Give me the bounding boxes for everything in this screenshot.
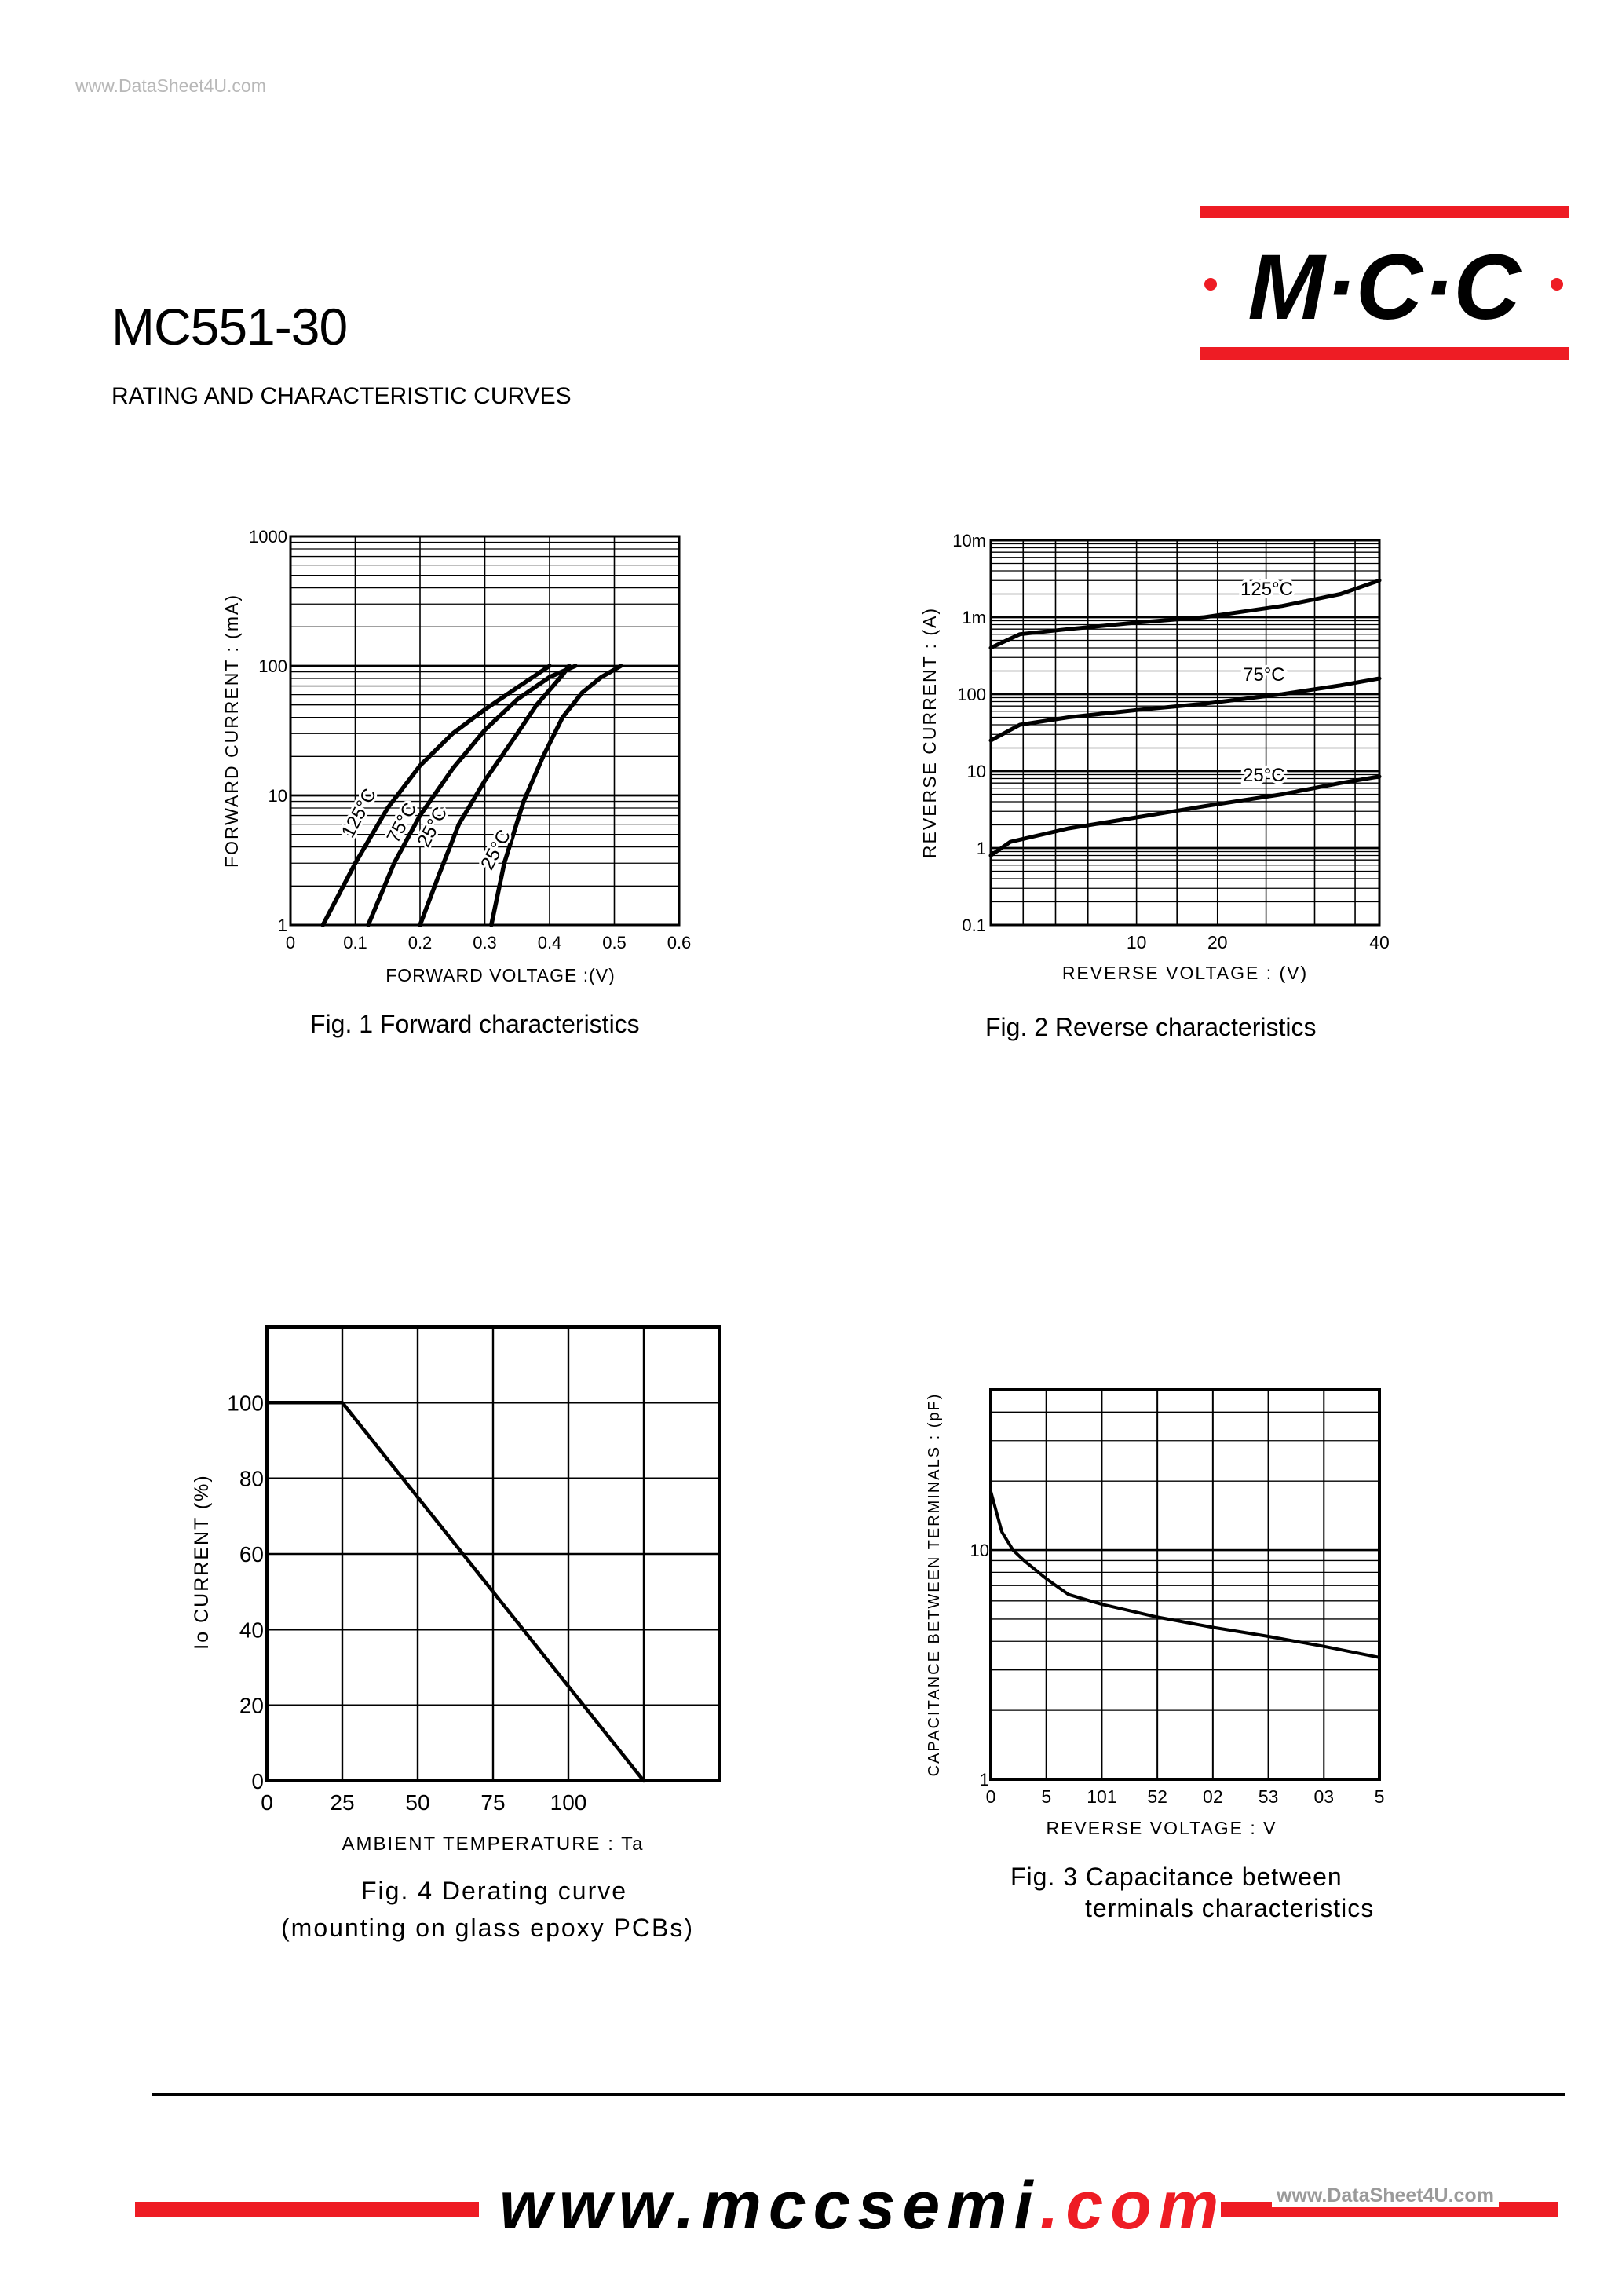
fig2-series-1-label: 75°C: [1243, 664, 1285, 686]
fig2-y-axis-label: REVERSE CURRENT : (A): [919, 606, 940, 859]
fig1-y-tick-label: 100: [258, 656, 287, 676]
fig3-y-tick-label: 1: [979, 1770, 989, 1790]
fig3-plot-frame: [991, 1390, 1379, 1779]
fig3-x-tick-label: 52: [1147, 1786, 1167, 1807]
fig2-caption: Fig. 2 Reverse characteristics: [985, 1013, 1317, 1041]
fig3-x-axis-label: REVERSE VOLTAGE : V: [1046, 1818, 1277, 1838]
footer-url-link[interactable]: [499, 2167, 1226, 2245]
fig1-x-tick-label: 0: [285, 933, 296, 952]
fig4-y-tick-label: 60: [239, 1542, 264, 1567]
fig1-caption: Fig. 1 Forward characteristics: [310, 1010, 640, 1038]
fig1-y-tick-label: 10: [268, 786, 287, 806]
fig1-x-tick-label: 0.2: [407, 933, 433, 952]
fig4-y-tick-label: 40: [239, 1618, 264, 1643]
footer-url-tld: .com: [1039, 2168, 1226, 2243]
fig1-x-tick-label: 0.6: [667, 933, 692, 952]
fig3-y-axis-label: CAPACITANCE BETWEEN TERMINALS : (pF): [926, 1392, 943, 1777]
fig2-x-axis-label: REVERSE VOLTAGE : (V): [1061, 963, 1309, 983]
fig1-series-0-label: 125°C: [337, 784, 382, 842]
fig1-x-tick-label: 0.5: [602, 933, 627, 952]
fig4-x-tick-label: 0: [261, 1790, 273, 1815]
footer-divider: [152, 2093, 1565, 2096]
fig3-x-tick-label: 02: [1203, 1786, 1223, 1807]
footer-url-main: www.mccsemi: [499, 2168, 1040, 2243]
fig2-x-tick-label: 10: [1126, 932, 1147, 952]
fig1-y-tick-label: 1: [277, 916, 287, 935]
watermark-text: www.DataSheet4U.com: [75, 75, 266, 96]
fig2-y-tick-label: 0.1: [962, 916, 986, 935]
fig2-y-tick-label: 100: [957, 685, 986, 704]
fig1-x-tick-label: 0.3: [473, 933, 497, 952]
fig1-x-tick-label: 0.1: [343, 933, 367, 952]
logo-text: M·C·C: [1248, 236, 1521, 339]
fig1-y-axis-label: FORWARD CURRENT : (mA): [221, 594, 242, 868]
fig4-x-tick-label: 50: [405, 1790, 430, 1815]
fig3-x-tick-label: 5: [1374, 1786, 1385, 1807]
fig4-y-tick-label: 80: [239, 1466, 264, 1491]
fig3-caption: Fig. 3 Capacitance between: [1010, 1863, 1343, 1891]
fig1-series-2-label: 25°C: [413, 803, 452, 851]
fig4-x-tick-label: 75: [480, 1790, 506, 1815]
fig2-y-tick-label: 10: [966, 762, 986, 781]
fig2-x-tick-label: 40: [1369, 932, 1390, 952]
fig3-x-tick-label: 53: [1258, 1786, 1279, 1807]
fig3-x-tick-label: 03: [1313, 1786, 1335, 1807]
fig3-y-tick-label: 10: [970, 1541, 989, 1561]
fig4-caption-sub: (mounting on glass epoxy PCBs): [281, 1914, 694, 1942]
fig2-x-tick-label: 20: [1207, 932, 1228, 952]
page-subtitle: RATING AND CHARACTERISTIC CURVES: [111, 383, 572, 409]
fig4-y-axis-label: Io CURRENT (%): [191, 1474, 213, 1650]
footer-watermark: www.DataSheet4U.com: [1272, 2184, 1499, 2207]
fig4-y-tick-label: 100: [227, 1391, 264, 1416]
fig2-series-0-label: 125°C: [1240, 579, 1293, 600]
fig2-y-tick-label: 1m: [962, 608, 986, 627]
page-title: MC551-30: [111, 298, 348, 356]
fig4-x-axis-label: AMBIENT TEMPERATURE : Ta: [342, 1834, 645, 1855]
fig1-x-axis-label: FORWARD VOLTAGE :(V): [385, 965, 616, 985]
footer-accent-left: [135, 2202, 479, 2217]
fig3-x-tick-label: 0: [985, 1786, 996, 1807]
fig1-series-1-label: 75°C: [382, 799, 422, 846]
fig2-series-2-label: 25°C: [1243, 765, 1285, 786]
fig1-x-tick-label: 0.4: [537, 933, 562, 952]
fig4-y-tick-label: 0: [251, 1769, 264, 1793]
fig4-caption: Fig. 4 Derating curve: [361, 1877, 628, 1905]
fig1-y-tick-label: 1000: [249, 527, 287, 547]
fig4-x-tick-label: 100: [550, 1790, 587, 1815]
fig3-caption-sub: terminals characteristics: [1085, 1894, 1375, 1922]
fig2-y-tick-label: 10m: [952, 531, 986, 550]
fig1-series-3-label: 25°C: [477, 826, 516, 874]
fig4-y-tick-label: 20: [239, 1693, 264, 1718]
fig4-x-tick-label: 25: [330, 1790, 355, 1815]
fig3-x-tick-label: 5: [1041, 1786, 1052, 1807]
fig2-y-tick-label: 1: [976, 839, 986, 858]
fig3-x-tick-label: 101: [1087, 1786, 1117, 1807]
